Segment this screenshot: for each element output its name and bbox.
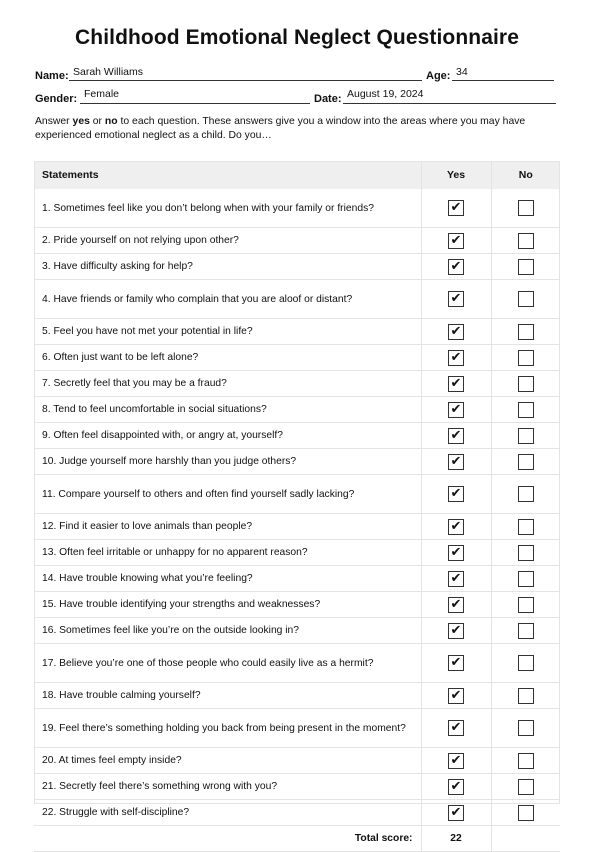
yes-cell: [421, 449, 491, 475]
yes-cell: [421, 774, 491, 800]
yes-cell: [421, 397, 491, 423]
yes-cell: [421, 748, 491, 774]
yes-checkbox[interactable]: [448, 259, 464, 275]
table-row: [34, 319, 560, 345]
no-header: No: [491, 161, 560, 189]
yes-checkbox[interactable]: [448, 376, 464, 392]
statement-text: 12. Find it easier to love animals than people?: [34, 514, 421, 540]
yes-checkbox[interactable]: [448, 655, 464, 671]
checkmark-icon: ✔: [450, 570, 462, 586]
no-cell: [491, 644, 560, 683]
checkmark-icon: ✔: [450, 752, 462, 768]
no-cell: [491, 800, 560, 826]
no-checkbox[interactable]: [518, 753, 534, 769]
table-row: [34, 280, 560, 319]
yes-checkbox[interactable]: [448, 779, 464, 795]
yes-cell: [421, 566, 491, 592]
statement-text: 10. Judge yourself more harshly than you judge others?: [34, 449, 421, 475]
yes-checkbox[interactable]: [448, 753, 464, 769]
yes-checkbox[interactable]: [448, 571, 464, 587]
no-cell: [491, 540, 560, 566]
table-row: [34, 345, 560, 371]
yes-checkbox[interactable]: [448, 454, 464, 470]
no-cell: [491, 423, 560, 449]
table-row: [34, 475, 560, 514]
yes-cell: [421, 345, 491, 371]
statement-text: 18. Have trouble calming yourself?: [34, 683, 421, 709]
table-row: [34, 228, 560, 254]
checkmark-icon: ✔: [450, 232, 462, 248]
table-row: [34, 371, 560, 397]
no-checkbox[interactable]: [518, 623, 534, 639]
statement-text: 3. Have difficulty asking for help?: [34, 254, 421, 280]
checkmark-icon: ✔: [450, 655, 462, 670]
yes-cell: [421, 800, 491, 826]
no-checkbox[interactable]: [518, 350, 534, 366]
no-checkbox[interactable]: [518, 519, 534, 535]
no-cell: [491, 397, 560, 423]
checkmark-icon: ✔: [450, 401, 462, 417]
yes-checkbox[interactable]: [448, 291, 464, 307]
statement-text: 4. Have friends or family who complain that you are aloof or distant?: [34, 280, 421, 319]
no-checkbox[interactable]: [518, 655, 534, 671]
no-checkbox[interactable]: [518, 233, 534, 249]
no-checkbox[interactable]: [518, 324, 534, 340]
checkmark-icon: ✔: [450, 687, 462, 703]
questions-body: [34, 189, 560, 826]
checkmark-icon: ✔: [450, 453, 462, 469]
no-checkbox[interactable]: [518, 454, 534, 470]
yes-cell: [421, 371, 491, 397]
yes-checkbox[interactable]: [448, 428, 464, 444]
statement-text: 20. At times feel empty inside?: [34, 748, 421, 774]
table-row: [34, 397, 560, 423]
no-word: no: [104, 116, 118, 127]
yes-checkbox[interactable]: [448, 597, 464, 613]
no-cell: [491, 709, 560, 748]
yes-cell: [421, 709, 491, 748]
no-checkbox[interactable]: [518, 779, 534, 795]
yes-checkbox[interactable]: [448, 688, 464, 704]
statement-text: 8. Tend to feel uncomfortable in social situations?: [34, 397, 421, 423]
age-label: Age:: [426, 70, 451, 82]
yes-cell: [421, 683, 491, 709]
statement-text: 22. Struggle with self-discipline?: [34, 800, 421, 826]
statement-text: 5. Feel you have not met your potential in life?: [34, 319, 421, 345]
checkmark-icon: ✔: [450, 323, 462, 339]
no-checkbox[interactable]: [518, 720, 534, 736]
yes-cell: [421, 540, 491, 566]
checkmark-icon: ✔: [450, 375, 462, 391]
no-cell: [491, 280, 560, 319]
table-row: [34, 800, 560, 826]
statement-text: 6. Often just want to be left alone?: [34, 345, 421, 371]
checkmark-icon: ✔: [450, 200, 462, 215]
statement-text: 9. Often feel disappointed with, or angry at, yourself?: [34, 423, 421, 449]
no-checkbox[interactable]: [518, 486, 534, 502]
table-row: [34, 618, 560, 644]
no-cell: [491, 475, 560, 514]
table-row: [34, 514, 560, 540]
no-cell: [491, 618, 560, 644]
yes-cell: [421, 618, 491, 644]
no-cell: [491, 566, 560, 592]
table-row: [34, 592, 560, 618]
checkmark-icon: ✔: [450, 291, 462, 306]
checkmark-icon: ✔: [450, 720, 462, 735]
no-cell: [491, 514, 560, 540]
yes-checkbox[interactable]: [448, 486, 464, 502]
checkmark-icon: ✔: [450, 518, 462, 534]
no-cell: [491, 774, 560, 800]
statement-text: 2. Pride yourself on not relying upon other?: [34, 228, 421, 254]
name-field[interactable]: Sarah Williams: [73, 66, 144, 78]
no-checkbox[interactable]: [518, 259, 534, 275]
yes-header: Yes: [421, 161, 491, 189]
total-blank-cell: [491, 826, 560, 852]
checkmark-icon: ✔: [450, 349, 462, 365]
yes-cell: [421, 592, 491, 618]
no-cell: [491, 748, 560, 774]
no-cell: [491, 449, 560, 475]
page-title: Childhood Emotional Neglect Questionnaire: [75, 26, 519, 49]
yes-cell: [421, 319, 491, 345]
checkmark-icon: ✔: [450, 427, 462, 443]
no-checkbox[interactable]: [518, 805, 534, 821]
yes-cell: [421, 514, 491, 540]
yes-cell: [421, 475, 491, 514]
statement-text: 1. Sometimes feel like you don’t belong when with your family or friends?: [34, 189, 421, 228]
age-field[interactable]: 34: [456, 66, 468, 78]
table-row: [34, 683, 560, 709]
yes-checkbox[interactable]: [448, 200, 464, 216]
no-cell: [491, 189, 560, 228]
checkmark-icon: ✔: [450, 544, 462, 560]
checkmark-icon: ✔: [450, 486, 462, 501]
no-checkbox[interactable]: [518, 376, 534, 392]
checkmark-icon: ✔: [450, 622, 462, 638]
checkmark-icon: ✔: [450, 778, 462, 794]
no-checkbox[interactable]: [518, 545, 534, 561]
statement-text: 21. Secretly feel there’s something wrong with you?: [34, 774, 421, 800]
yes-cell: [421, 189, 491, 228]
statement-text: 15. Have trouble identifying your strengths and weaknesses?: [34, 592, 421, 618]
checkmark-icon: ✔: [450, 596, 462, 612]
table-row: [34, 774, 560, 800]
checkmark-icon: ✔: [450, 258, 462, 274]
no-cell: [491, 228, 560, 254]
instructions: Answer yes or no to each question. These answers give you a window into the areas where you may have experienced emotional neglect as a child. Do you…: [35, 116, 526, 141]
yes-cell: [421, 254, 491, 280]
yes-checkbox[interactable]: [448, 805, 464, 821]
no-checkbox[interactable]: [518, 597, 534, 613]
yes-cell: [421, 280, 491, 319]
statement-text: 13. Often feel irritable or unhappy for no apparent reason?: [34, 540, 421, 566]
table-row: [34, 566, 560, 592]
checkmark-icon: ✔: [450, 804, 462, 820]
yes-checkbox[interactable]: [448, 324, 464, 340]
statement-text: 7. Secretly feel that you may be a fraud?: [34, 371, 421, 397]
yes-checkbox[interactable]: [448, 545, 464, 561]
gender-field[interactable]: Female: [84, 88, 120, 100]
yes-checkbox[interactable]: [448, 519, 464, 535]
table-row: [34, 423, 560, 449]
gender-label: Gender:: [35, 93, 78, 105]
yes-cell: [421, 423, 491, 449]
date-field[interactable]: August 19, 2024: [347, 88, 424, 100]
age-line: [452, 80, 554, 81]
no-cell: [491, 371, 560, 397]
no-checkbox[interactable]: [518, 571, 534, 587]
statement-text: 14. Have trouble knowing what you’re feeling?: [34, 566, 421, 592]
yes-checkbox[interactable]: [448, 402, 464, 418]
table-row: [34, 189, 560, 228]
yes-checkbox[interactable]: [448, 720, 464, 736]
name-label: Name:: [35, 70, 69, 82]
gender-line: [80, 103, 310, 104]
table-row: [34, 709, 560, 748]
no-cell: [491, 683, 560, 709]
no-checkbox[interactable]: [518, 291, 534, 307]
no-checkbox[interactable]: [518, 688, 534, 704]
no-checkbox[interactable]: [518, 402, 534, 418]
table-row: [34, 748, 560, 774]
no-cell: [491, 254, 560, 280]
total-score-label: Total score:: [34, 826, 421, 852]
no-cell: [491, 319, 560, 345]
no-checkbox[interactable]: [518, 200, 534, 216]
yes-word: yes: [72, 116, 90, 127]
table-row: [34, 449, 560, 475]
yes-checkbox[interactable]: [448, 350, 464, 366]
statements-header: Statements: [34, 161, 421, 189]
yes-checkbox[interactable]: [448, 233, 464, 249]
no-cell: [491, 592, 560, 618]
name-line: [69, 80, 422, 81]
table-row: [34, 644, 560, 683]
yes-cell: [421, 644, 491, 683]
no-cell: [491, 345, 560, 371]
no-checkbox[interactable]: [518, 428, 534, 444]
yes-checkbox[interactable]: [448, 623, 464, 639]
total-score-value: 22: [421, 826, 491, 852]
statement-text: 11. Compare yourself to others and often find yourself sadly lacking?: [34, 475, 421, 514]
date-line: [343, 103, 556, 104]
total-row: [34, 826, 560, 852]
statement-text: 16. Sometimes feel like you’re on the outside looking in?: [34, 618, 421, 644]
table-header-row: [34, 161, 560, 189]
questions-table: [34, 161, 560, 852]
table-row: [34, 254, 560, 280]
yes-cell: [421, 228, 491, 254]
date-label: Date:: [314, 93, 342, 105]
table-row: [34, 540, 560, 566]
statement-text: 19. Feel there’s something holding you back from being present in the moment?: [34, 709, 421, 748]
statement-text: 17. Believe you’re one of those people who could easily live as a hermit?: [34, 644, 421, 683]
